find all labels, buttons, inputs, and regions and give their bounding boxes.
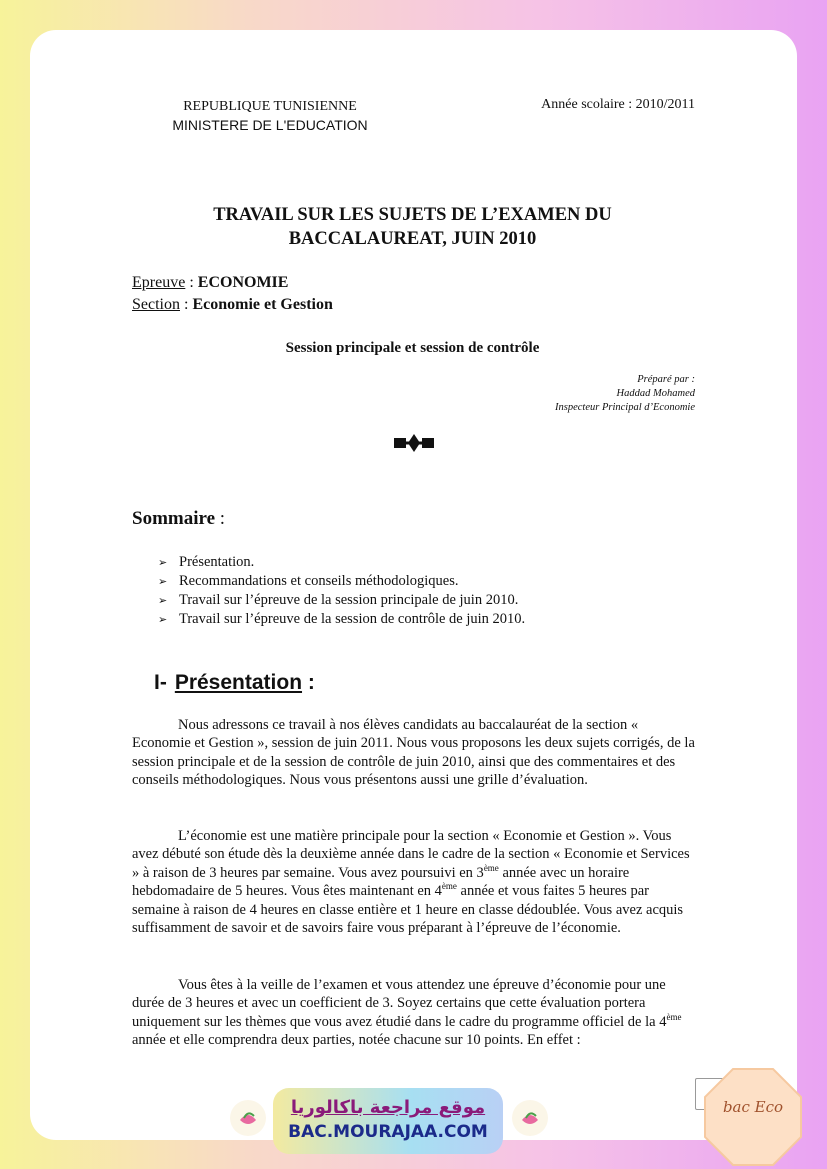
- paragraph-1: [132, 716, 695, 790]
- sommaire-heading: [132, 508, 225, 530]
- paragraph-3-text-a: Vous êtes à la veille de l’examen et vous attendez une épreuve d’économie pour une durée de 3 heures et avec un coefficient de 3. Soyez certains que cette évaluation portera uniquement sur les thèmes que vous avez étudié dans le cadre du programme officiel de la 4: [132, 977, 667, 1030]
- section-separator: :: [180, 296, 193, 313]
- badge-text: bac Eco: [722, 1098, 784, 1116]
- banner-url: BAC.MOURAJAA.COM: [288, 1122, 488, 1142]
- title-line-2: BACCALAUREAT, JUIN 2010: [288, 229, 537, 249]
- banner-arabic-text: موقع مراجعة باكالوريا: [290, 1097, 486, 1118]
- arrow-bullet-icon: ➢: [158, 556, 168, 569]
- prepared-by: [440, 373, 695, 415]
- section-number: I-: [154, 671, 167, 694]
- paragraph-2-text-b: année avec un horaire hebdomadaire de 5 heures. Vous êtes maintenant en 4: [132, 864, 630, 900]
- sommaire-title: Sommaire: [132, 508, 216, 529]
- site-banner-link[interactable]: [273, 1088, 503, 1154]
- paragraph-2-text-a: L’économie est une matière principale pour la section « Economie et Gestion ». Vous avez débuté son étude dès la deuxième année dans le cadre de la section « Economie et Services » à raison de 3 heures par semaine. Vous avez poursuivi en 3: [132, 828, 690, 881]
- list-item: [158, 553, 718, 572]
- list-item-text: Présentation.: [179, 554, 255, 570]
- paragraph-3-text-b: année et elle comprendra deux parties, notée chacune sur 10 points. En effet :: [132, 1032, 581, 1049]
- site-logo-icon: [512, 1100, 548, 1136]
- list-item-text: Travail sur l’épreuve de la session principale de juin 2010.: [179, 592, 519, 608]
- list-item-text: Travail sur l’épreuve de la session de contrôle de juin 2010.: [179, 611, 526, 627]
- arrow-bullet-icon: ➢: [158, 594, 168, 607]
- session-heading: Session principale et session de contrôle: [285, 340, 540, 356]
- prepared-role: Inspecteur Principal d’Economie: [555, 402, 695, 413]
- section-label: Section: [132, 296, 180, 313]
- section-value: Economie et Gestion: [192, 296, 333, 313]
- header-country: REPUBLIQUE TUNISIENNE: [183, 99, 357, 114]
- header-ministry: MINISTERE DE L'EDUCATION: [172, 117, 368, 133]
- superscript: ème: [441, 881, 457, 892]
- superscript: ème: [666, 1011, 682, 1022]
- arrow-bullet-icon: ➢: [158, 613, 168, 626]
- list-item-text: Recommandations et conseils méthodologiques.: [179, 573, 459, 589]
- epreuve-row: [132, 272, 333, 294]
- paragraph-2: [132, 827, 695, 937]
- epreuve-value: ECONOMIE: [197, 274, 289, 291]
- list-item: [158, 591, 718, 610]
- arrow-bullet-icon: ➢: [158, 575, 168, 588]
- sommaire-list: [158, 553, 718, 629]
- bac-eco-badge-icon: [703, 1067, 803, 1167]
- header-institution: [130, 97, 410, 135]
- title-line-1: TRAVAIL SUR LES SUJETS DE L’EXAMEN DU: [213, 205, 612, 225]
- ornament-icon: [393, 434, 435, 452]
- sommaire-colon: :: [215, 508, 226, 529]
- document-title: [130, 203, 695, 251]
- site-logo-icon: [230, 1100, 266, 1136]
- section-heading-presentation: [154, 671, 315, 695]
- section-row: [132, 294, 333, 316]
- list-item: [158, 610, 718, 629]
- section-title: Présentation: [174, 671, 303, 694]
- header-school-year: Année scolaire : 2010/2011: [541, 97, 695, 112]
- list-item: [158, 572, 718, 591]
- superscript: ème: [483, 862, 499, 873]
- paragraph-3: [132, 976, 695, 1050]
- prepared-label: Préparé par :: [637, 374, 695, 385]
- paragraph-1-text: Nous adressons ce travail à nos élèves candidats au baccalauréat de la section « Economie et Gestion », session de juin 2011. Nous vous proposons les deux sujets corrigés, de la session principale et de la session de contrôle de juin 2010, ainsi que des commentaires et des conseils méthodologiques. Nous vous présentons aussi une grille d’évaluation.: [132, 717, 695, 789]
- epreuve-label: Epreuve: [132, 274, 186, 291]
- prepared-name: Haddad Mohamed: [616, 388, 695, 399]
- paragraph-2-text-c: année et vous faites 5 heures par semaine à raison de 4 heures en classe entière et 1 heure en classe dédoublée. Vous avez acquis suffisamment de savoir et de savoirs faire vous préparant à l’épreuve de l’économie.: [132, 883, 684, 937]
- exam-meta: [132, 272, 333, 316]
- epreuve-separator: :: [185, 274, 198, 291]
- section-colon: :: [302, 671, 315, 694]
